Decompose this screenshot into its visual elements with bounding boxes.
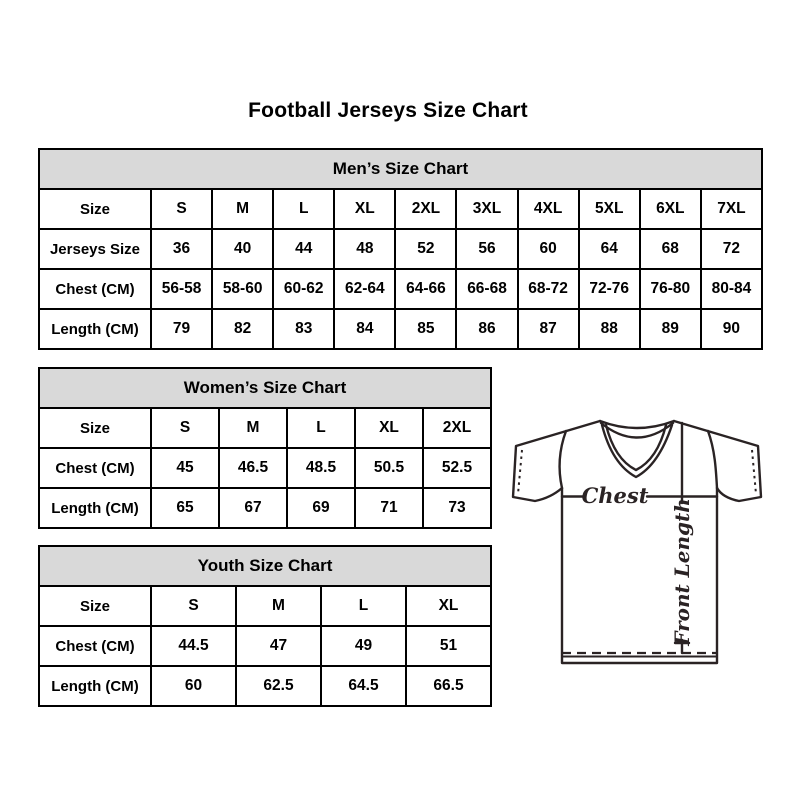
jersey-measurement-diagram bbox=[505, 400, 777, 675]
size-cell: 56-58 bbox=[151, 269, 212, 309]
size-cell: 62.5 bbox=[236, 666, 321, 706]
size-cell: 67 bbox=[219, 488, 287, 528]
right-cuff-stitch-line bbox=[752, 450, 756, 494]
size-cell: 89 bbox=[640, 309, 701, 349]
size-cell: 88 bbox=[579, 309, 640, 349]
mens-table-title: Men’s Size Chart bbox=[39, 149, 762, 189]
size-cell: 46.5 bbox=[219, 448, 287, 488]
size-cell: 51 bbox=[406, 626, 491, 666]
size-cell: 4XL bbox=[518, 189, 579, 229]
size-cell: 52.5 bbox=[423, 448, 491, 488]
size-cell: 48 bbox=[334, 229, 395, 269]
table-row bbox=[39, 626, 491, 666]
size-cell: L bbox=[287, 408, 355, 448]
youth-size-table bbox=[38, 545, 492, 707]
size-cell: 60-62 bbox=[273, 269, 334, 309]
size-cell: 49 bbox=[321, 626, 406, 666]
size-cell: 84 bbox=[334, 309, 395, 349]
size-cell: XL bbox=[334, 189, 395, 229]
size-cell: 60 bbox=[151, 666, 236, 706]
size-cell: 87 bbox=[518, 309, 579, 349]
row-label: Length (CM) bbox=[39, 488, 151, 528]
size-cell: M bbox=[219, 408, 287, 448]
front-length-label: Front Length bbox=[670, 498, 694, 646]
size-cell: 68-72 bbox=[518, 269, 579, 309]
size-cell: 56 bbox=[456, 229, 517, 269]
collar-band-top bbox=[600, 421, 674, 428]
size-cell: 48.5 bbox=[287, 448, 355, 488]
size-cell: M bbox=[236, 586, 321, 626]
size-cell: 2XL bbox=[423, 408, 491, 448]
size-cell: 79 bbox=[151, 309, 212, 349]
size-cell: 36 bbox=[151, 229, 212, 269]
size-cell: 45 bbox=[151, 448, 219, 488]
size-cell: 68 bbox=[640, 229, 701, 269]
size-cell: S bbox=[151, 586, 236, 626]
row-label: Chest (CM) bbox=[39, 448, 151, 488]
size-cell: XL bbox=[355, 408, 423, 448]
womens-size-table bbox=[38, 367, 492, 529]
table-row bbox=[39, 666, 491, 706]
size-cell: 2XL bbox=[395, 189, 456, 229]
size-cell: 44.5 bbox=[151, 626, 236, 666]
size-cell: 73 bbox=[423, 488, 491, 528]
left-armhole-seam bbox=[560, 431, 566, 488]
row-label: Size bbox=[39, 408, 151, 448]
size-cell: 83 bbox=[273, 309, 334, 349]
left-cuff-stitch-line bbox=[518, 450, 522, 494]
size-cell: 85 bbox=[395, 309, 456, 349]
size-cell: L bbox=[273, 189, 334, 229]
size-cell: 64.5 bbox=[321, 666, 406, 706]
mens-size-table bbox=[38, 148, 763, 350]
size-cell: 7XL bbox=[701, 189, 762, 229]
size-cell: S bbox=[151, 408, 219, 448]
size-cell: 76-80 bbox=[640, 269, 701, 309]
table-row bbox=[39, 189, 762, 229]
row-label: Chest (CM) bbox=[39, 626, 151, 666]
womens-table-title: Women’s Size Chart bbox=[39, 368, 491, 408]
size-cell: M bbox=[212, 189, 273, 229]
size-cell: 90 bbox=[701, 309, 762, 349]
youth-table-title: Youth Size Chart bbox=[39, 546, 491, 586]
size-cell: 47 bbox=[236, 626, 321, 666]
table-row bbox=[39, 448, 491, 488]
size-cell: 64 bbox=[579, 229, 640, 269]
size-cell: 82 bbox=[212, 309, 273, 349]
size-cell: 80-84 bbox=[701, 269, 762, 309]
size-cell: 3XL bbox=[456, 189, 517, 229]
size-cell: 60 bbox=[518, 229, 579, 269]
jersey-outline bbox=[513, 421, 761, 663]
row-label: Jerseys Size bbox=[39, 229, 151, 269]
table-row bbox=[39, 488, 491, 528]
row-label: Size bbox=[39, 189, 151, 229]
size-cell: 40 bbox=[212, 229, 273, 269]
size-cell: S bbox=[151, 189, 212, 229]
row-label: Chest (CM) bbox=[39, 269, 151, 309]
size-cell: 50.5 bbox=[355, 448, 423, 488]
table-row bbox=[39, 229, 762, 269]
size-cell: 58-60 bbox=[212, 269, 273, 309]
size-cell: 64-66 bbox=[395, 269, 456, 309]
size-cell: 66.5 bbox=[406, 666, 491, 706]
size-cell: 6XL bbox=[640, 189, 701, 229]
size-cell: 86 bbox=[456, 309, 517, 349]
size-cell: 62-64 bbox=[334, 269, 395, 309]
size-cell: L bbox=[321, 586, 406, 626]
right-armhole-seam bbox=[708, 431, 717, 488]
size-cell: 71 bbox=[355, 488, 423, 528]
size-cell: 44 bbox=[273, 229, 334, 269]
size-cell: 72-76 bbox=[579, 269, 640, 309]
table-row bbox=[39, 586, 491, 626]
table-row bbox=[39, 408, 491, 448]
size-cell: XL bbox=[406, 586, 491, 626]
page-title: Football Jerseys Size Chart bbox=[248, 99, 528, 122]
table-row bbox=[39, 269, 762, 309]
row-label: Length (CM) bbox=[39, 666, 151, 706]
size-cell: 66-68 bbox=[456, 269, 517, 309]
table-row bbox=[39, 309, 762, 349]
size-cell: 5XL bbox=[579, 189, 640, 229]
size-cell: 52 bbox=[395, 229, 456, 269]
row-label: Length (CM) bbox=[39, 309, 151, 349]
size-cell: 72 bbox=[701, 229, 762, 269]
chest-label: Chest bbox=[581, 483, 649, 508]
size-cell: 65 bbox=[151, 488, 219, 528]
row-label: Size bbox=[39, 586, 151, 626]
size-cell: 69 bbox=[287, 488, 355, 528]
